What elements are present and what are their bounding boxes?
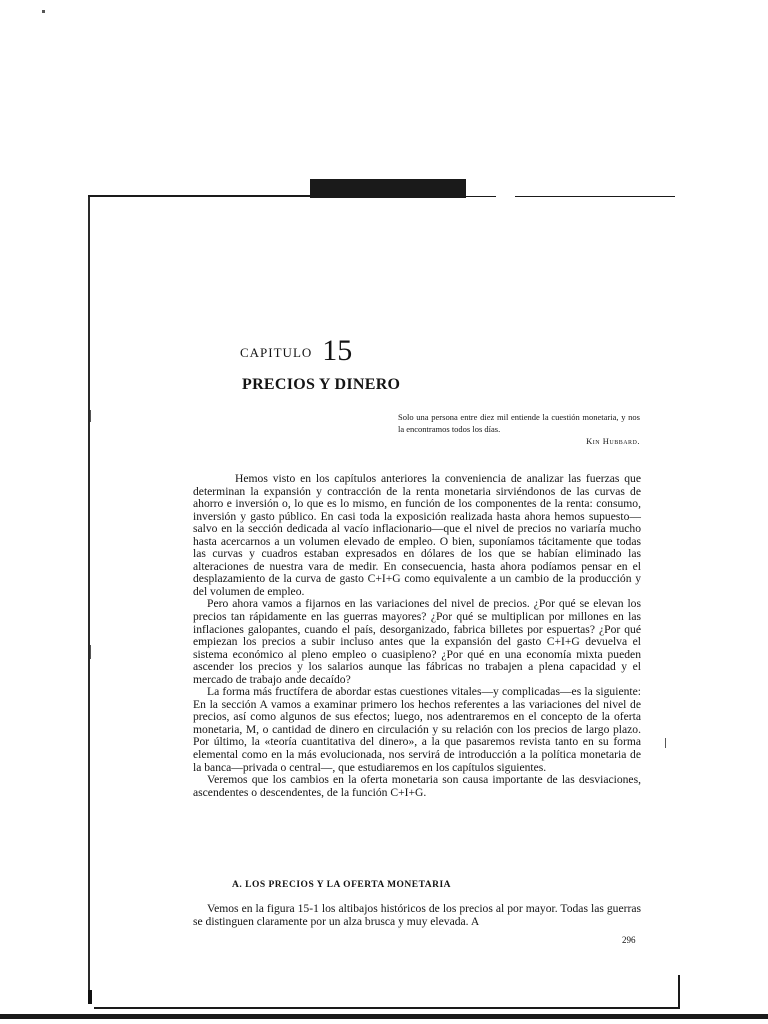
epigraph-text: Solo una persona entre diez mil entiende la cuestión monetaria, y nos la encontramos todos los días.	[398, 412, 640, 434]
epigraph-author: Kin Hubbard.	[586, 436, 640, 446]
top-right-rule-2	[515, 196, 675, 197]
top-black-bar	[310, 179, 466, 198]
paragraph-1: Hemos visto en los capítulos anteriores la conveniencia de analizar las fuerzas que determinan la expansión y contracción de la renta monetaria sirviéndonos de las curvas de ahorro e inversión o, lo que es lo mismo, en función de los componentes de la renta: consumo, inversión y gasto público. En casi toda la exposición realizada hasta ahora hemos supuesto—salvo en la sección dedicada al vacío inflacionario—que el nivel de precios no variaría mucho hasta acercarnos a un volumen elevado de empleo. O bien, suponíamos tácitamente que todas las curvas y cuadros estaban expresados en dólares de los que se habían eliminado las alteraciones de nuestra vara de medir. En consecuencia, hasta ahora podíamos pensar en el desplazamiento de la curva de gasto C+I+G como equivalente a un cambio de la producción y del volumen de empleo.	[193, 472, 641, 598]
paragraph-3: La forma más fructífera de abordar estas cuestiones vitales—y complicadas—es la siguiente: En la sección A vamos a examinar primero los hechos referentes a las variaciones del nivel de precios, así como algunos de sus efectos; luego, nos adentraremos en el concepto de la oferta monetaria, M, o cantidad de dinero en circulación y su relación con los precios de largo plazo. Por último, la «teoría cuantitativa del dinero», a la que pasaremos revista tanto en su forma elemental como en la más evolucionada, nos servirá de introducción a la política monetaria de la banca—privada o central—, que estudiaremos en los capítulos siguientes.	[193, 685, 641, 774]
section-body	[193, 903, 641, 928]
bottom-black-bar	[0, 1014, 768, 1019]
chapter-title: PRECIOS Y DINERO	[242, 376, 401, 393]
left-border-corner	[88, 195, 96, 197]
paragraph-2: Pero ahora vamos a fijarnos en las variaciones del nivel de precios. ¿Por qué se elevan los precios tan rápidamente en las guerras mayores? ¿Por qué se multiplican por millones en las inflaciones galopantes, cuando el país, desorganizado, fabrica billetes por espuertas? ¿Por qué empiezan los precios a subir incluso antes que la expansión del gasto C+I+G devuelva el sistema económico al pleno empleo o cuasipleno? ¿Por qué en una economía mixta pueden ascender los precios y los salarios aunque las fábricas no trabajen a plena capacidad y el mercado de trabajo ande decaído?	[193, 597, 641, 686]
left-border	[88, 195, 90, 1003]
chapter-heading	[240, 334, 352, 368]
chapter-number: 15	[322, 334, 353, 367]
margin-tick	[90, 645, 91, 659]
section-paragraph-1: Vemos en la figura 15-1 los altibajos históricos de los precios al por mayor. Todas las guerras se distinguen claramente por un alza brusca y muy elevada. A	[193, 902, 641, 928]
margin-tick	[665, 738, 666, 748]
page-number: 296	[622, 935, 636, 945]
margin-tick	[90, 410, 91, 422]
chapter-body	[193, 473, 641, 799]
bottom-rule	[94, 1007, 680, 1009]
section-heading: A. LOS PRECIOS Y LA OFERTA MONETARIA	[232, 880, 452, 890]
paragraph-4: Veremos que los cambios en la oferta monetaria son causa importante de las desviaciones, ascendentes o descendentes, de la función C+I+G.	[193, 773, 641, 799]
bottom-left-arrow	[88, 990, 92, 1004]
chapter-label: CAPITULO	[240, 345, 313, 360]
top-left-rule	[88, 195, 310, 197]
top-right-rule	[466, 196, 496, 197]
scan-speck	[42, 10, 45, 13]
right-border-tail	[678, 975, 680, 1008]
